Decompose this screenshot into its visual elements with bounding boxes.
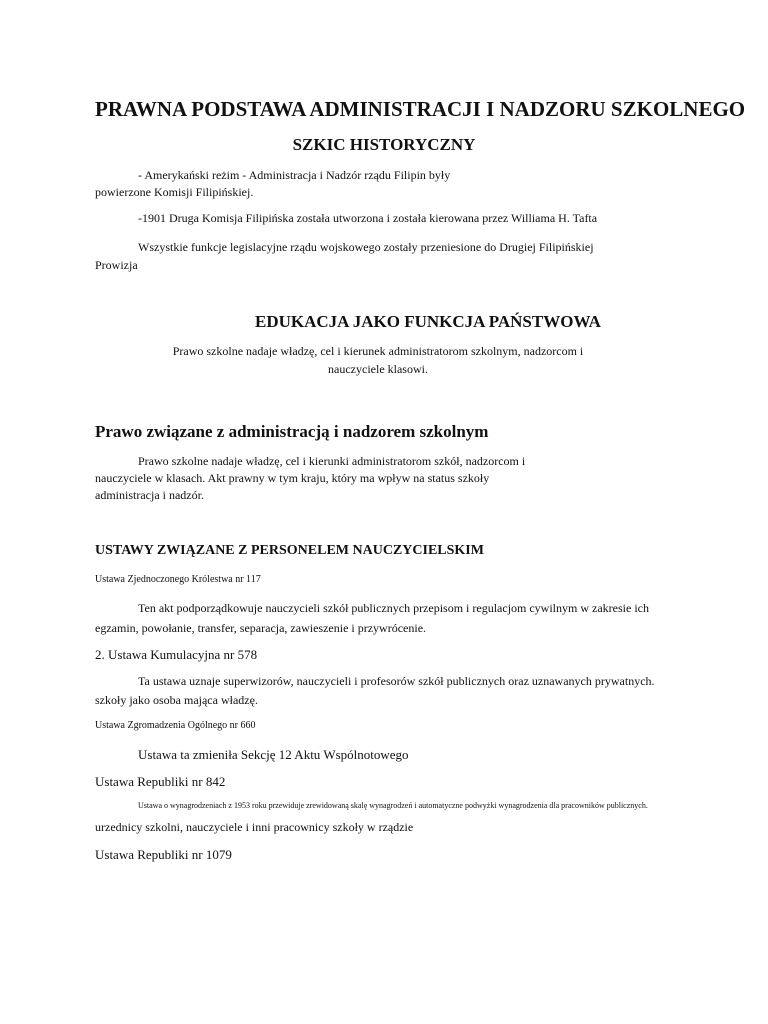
act-660-text-line-1: Ustawa ta zmieniła Sekcję 12 Aktu Wspólnotowego bbox=[138, 747, 409, 762]
history-paragraph-3-line-1: Wszystkie funkcje legislacyjne rządu wojskowego zostały przeniesione do Drugiej Filipińskiej bbox=[138, 240, 594, 254]
act-842-text-line-1: Ustawa o wynagrodzeniach z 1953 roku przewiduje zrewidowaną skalę wynagrodzeń i automatyczne podwyżki wynagrodzenia dla pracowników publicznych. bbox=[138, 801, 648, 810]
section-heading-historical-sketch: SZKIC HISTORYCZNY bbox=[292, 135, 476, 154]
act-842-text-line-2: urzednicy szkolni, nauczyciele i inni pracownicy szkoły w rządzie bbox=[95, 820, 414, 834]
history-paragraph-1-line-2: powierzone Komisji Filipińskiej. bbox=[95, 185, 254, 199]
law-text-line-3: administracja i nadzór. bbox=[95, 488, 204, 502]
law-text-line-2: nauczyciele w klasach. Akt prawny w tym kraju, który ma wpływ na status szkoły bbox=[95, 471, 490, 485]
section-heading-acts: USTAWY ZWIĄZANE Z PERSONELEM NAUCZYCIELSKIM bbox=[95, 543, 484, 558]
section-heading-education: EDUKACJA JAKO FUNKCJA PAŃSTWOWA bbox=[255, 312, 601, 331]
act-660-title: Ustawa Zgromadzenia Ogólnego nr 660 bbox=[95, 720, 256, 731]
act-1079-title: Ustawa Republiki nr 1079 bbox=[95, 847, 232, 862]
act-117-text-line-1: Ten akt podporządkowuje nauczycieli szkół publicznych przepisom i regulacjom cywilnym w zakresie ich bbox=[138, 601, 649, 615]
history-paragraph-1-line-1: - Amerykański reżim - Administracja i Nadzór rządu Filipin były bbox=[138, 168, 451, 182]
act-578-title: 2. Ustawa Kumulacyjna nr 578 bbox=[95, 647, 258, 662]
act-842-title: Ustawa Republiki nr 842 bbox=[95, 774, 226, 789]
education-text-line-1: Prawo szkolne nadaje władzę, cel i kierunek administratorom szkolnym, nadzorcom i bbox=[172, 344, 584, 358]
act-578-text-line-2: szkoły jako osoba mająca władzę. bbox=[95, 693, 258, 707]
page-title: PRAWNA PODSTAWA ADMINISTRACJI I NADZORU SZKOLNEGO bbox=[95, 97, 746, 121]
section-heading-law: Prawo związane z administracją i nadzorem szkolnym bbox=[95, 422, 489, 441]
history-paragraph-3-line-2: Prowizja bbox=[95, 258, 138, 272]
education-text-line-2: nauczyciele klasowi. bbox=[328, 362, 428, 376]
history-paragraph-2: -1901 Druga Komisja Filipińska została utworzona i została kierowana przez Williama H. Tafta bbox=[138, 211, 598, 225]
act-117-title: Ustawa Zjednoczonego Królestwa nr 117 bbox=[95, 574, 261, 585]
act-117-text-line-2: egzamin, powołanie, transfer, separacja, zawieszenie i przywrócenie. bbox=[95, 621, 427, 635]
act-578-text-line-1: Ta ustawa uznaje superwizorów, nauczycieli i profesorów szkół publicznych oraz uznawanych prywatnych. bbox=[138, 674, 655, 688]
law-text-line-1: Prawo szkolne nadaje władzę, cel i kierunki administratorom szkół, nadzorcom i bbox=[138, 454, 526, 468]
